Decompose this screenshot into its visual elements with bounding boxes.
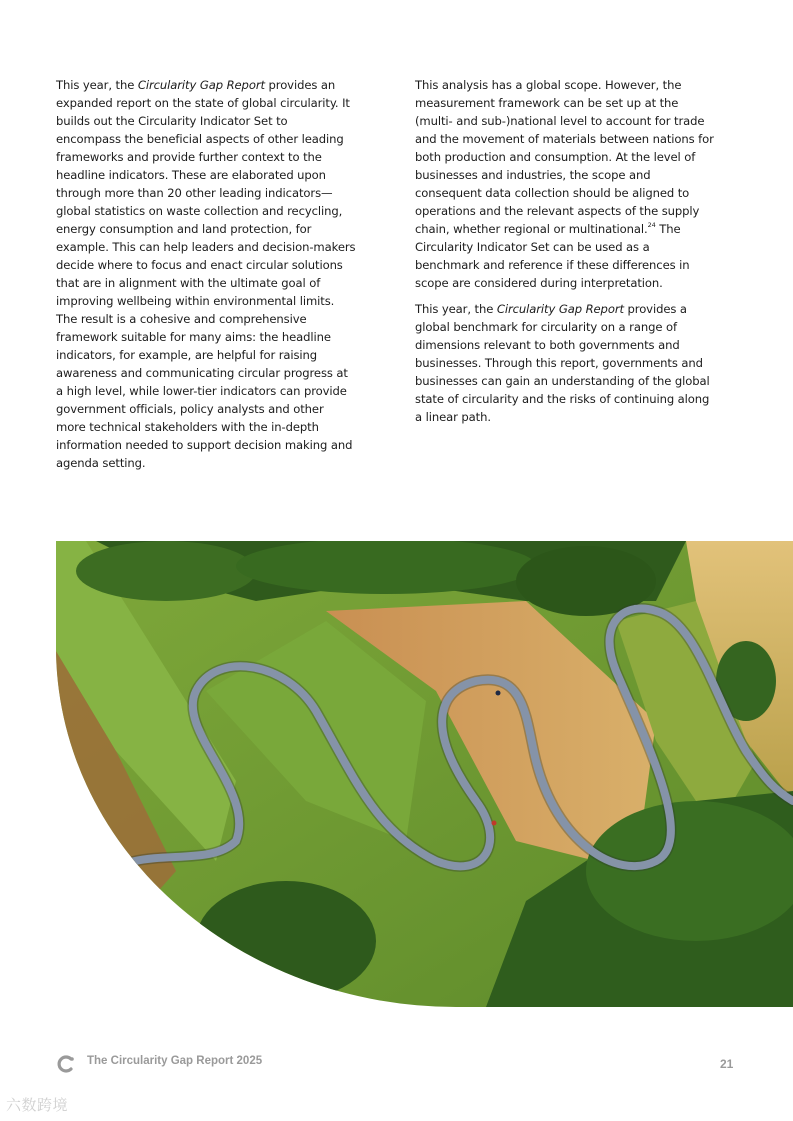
winding-road-illustration (56, 541, 793, 1007)
tree-cluster (76, 541, 256, 601)
watermark: 六数跨境 (6, 1096, 69, 1114)
left-paragraph-1: This year, the Circularity Gap Report provides an expanded report on the state of global circularity. It builds out the Circularity Indicator Set to encompass the beneficial aspects of other leading frameworks and provide further context to the headline indicators. These are elaborated upon through more than 20 other leading indicators—global statistics on waste collection and recycling, energy consumption and land protection, for example. This can help leaders and decision-makers decide where to focus and enact circular solutions that are in alignment with the ultimate goal of improving wellbeing within environmental limits. The result is a cohesive and comprehensive framework suitable for many aims: the headline indicators, for example, are helpful for raising awareness and communicating circular progress at a high level, while lower-tier indicators can provide government officials, policy analysts and other more technical stakeholders with the in-depth information needed to support decision making and agenda setting. (56, 78, 356, 470)
red-car (492, 821, 497, 826)
report-title-italic: Circularity Gap Report (137, 78, 265, 92)
aerial-road-photo (56, 541, 793, 1007)
left-text-column (56, 76, 356, 480)
footer-report-title: The Circularity Gap Report 2025 (87, 1055, 263, 1067)
tree-cluster (196, 881, 376, 1001)
right-paragraph-1: This analysis has a global scope. However, the measurement framework can be set up at the (multi- and sub-)national level to account for trade and the movement of materials between nations for both production and consumption. At the level of businesses and industries, the scope and consequent data collection should be aligned to operations and the relevant aspects of the supply chain, whether regional or multinational.$^{24}$ The Circularity Indicator Set can be used as a benchmark and reference if these differences in scope are considered during interpretation. (415, 78, 714, 290)
report-title-italic: Circularity Gap Report (496, 302, 624, 316)
right-paragraph-2: This year, the Circularity Gap Report provides a global benchmark for circularity on a range of dimensions relevant to both governments and businesses. Through this report, governments and businesses can gain an understanding of the global state of circularity and the risks of continuing along a linear path. (415, 302, 710, 424)
dark-car (496, 691, 501, 696)
circle-c-logo-icon (56, 1054, 76, 1074)
right-text-column (415, 76, 715, 434)
page-number: 21 (720, 1057, 734, 1071)
footnote-ref[interactable]: 24 (647, 221, 656, 229)
